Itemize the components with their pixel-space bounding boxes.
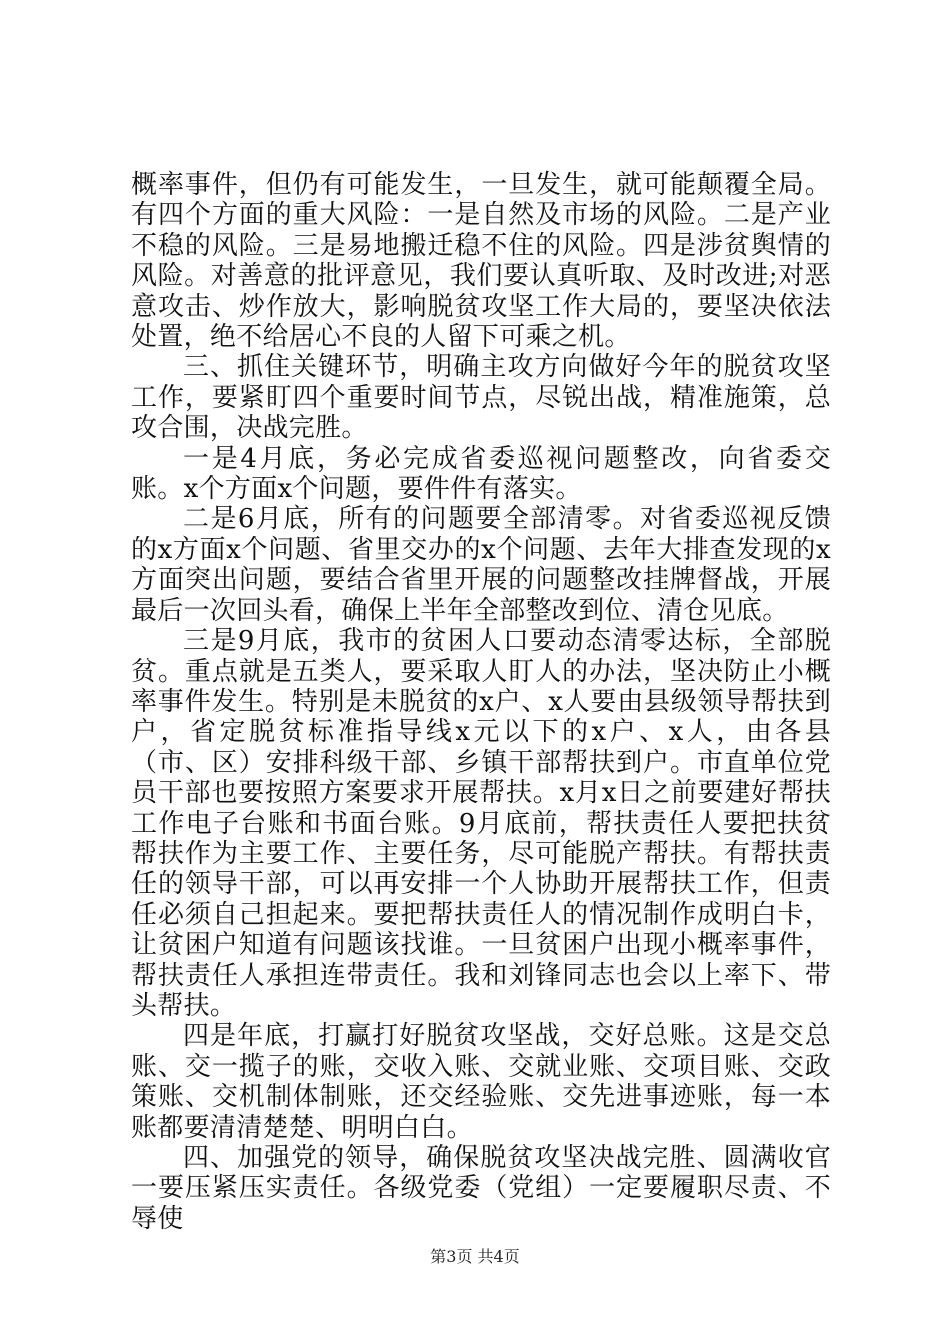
page-footer — [0, 1244, 950, 1267]
document-body — [131, 170, 831, 1234]
paragraph-1: 概率事件，但仍有可能发生，一旦发生，就可能颠覆全局。有四个方面的重大风险：一是自然及市场的风险。二是产业不稳的风险。三是易地搬迁稳不住的风险。四是涉贫舆情的风险。对善意的批评意见，我们要认真听取、及时改进;对恶意攻击、炒作放大，影响脱贫攻坚工作大局的，要坚决依法处置，绝不给居心不良的人留下可乘之机。 — [131, 170, 831, 353]
paragraph-4: 二是6月底，所有的问题要全部清零。对省委巡视反馈的x方面x个问题、省里交办的x个问题、去年大排查发现的x方面突出问题，要结合省里开展的问题整改挂牌督战，开展最后一次回头看，确保上半年全部整改到位、清仓见底。 — [131, 504, 831, 626]
paragraph-5: 三是9月底，我市的贫困人口要动态清零达标，全部脱贫。重点就是五类人，要采取人盯人的办法，坚决防止小概率事件发生。特别是未脱贫的x户、x人要由县级领导帮扶到户，省定脱贫标准指导线x元以下的x户、x人，由各县（市、区）安排科级干部、乡镇干部帮扶到户。市直单位党员干部也要按照方案要求开展帮扶。x月x日之前要建好帮扶工作电子台账和书面台账。9月底前，帮扶责任人要把扶贫帮扶作为主要工作、主要任务，尽可能脱产帮扶。有帮扶责任的领导干部，可以再安排一个人协助开展帮扶工作，但责任必须自己担起来。要把帮扶责任人的情况制作成明白卡，让贫困户知道有问题该找谁。一旦贫困户出现小概率事件，帮扶责任人承担连带责任。我和刘锋同志也会以上率下、带头帮扶。 — [131, 626, 831, 1021]
paragraph-3: 一是4月底，务必完成省委巡视问题整改，向省委交账。x个方面x个问题，要件件有落实。 — [131, 443, 831, 505]
page-number-label: 第3页 共4页 — [430, 1247, 520, 1266]
paragraph-6: 四是年底，打赢打好脱贫攻坚战，交好总账。这是交总账、交一揽子的账，交收入账、交就业账、交项目账、交政策账、交机制体制账，还交经验账、交先进事迹账，每一本账都要清清楚楚、明明白白。 — [131, 1021, 831, 1143]
paragraph-2: 三、抓住关键环节，明确主攻方向做好今年的脱贫攻坚工作，要紧盯四个重要时间节点，尽锐出战，精准施策，总攻合围，决战完胜。 — [131, 352, 831, 444]
paragraph-7: 四、加强党的领导，确保脱贫攻坚决战完胜、圆满收官一要压紧压实责任。各级党委（党组）一定要履职尽责、不辱使 — [131, 1143, 831, 1234]
